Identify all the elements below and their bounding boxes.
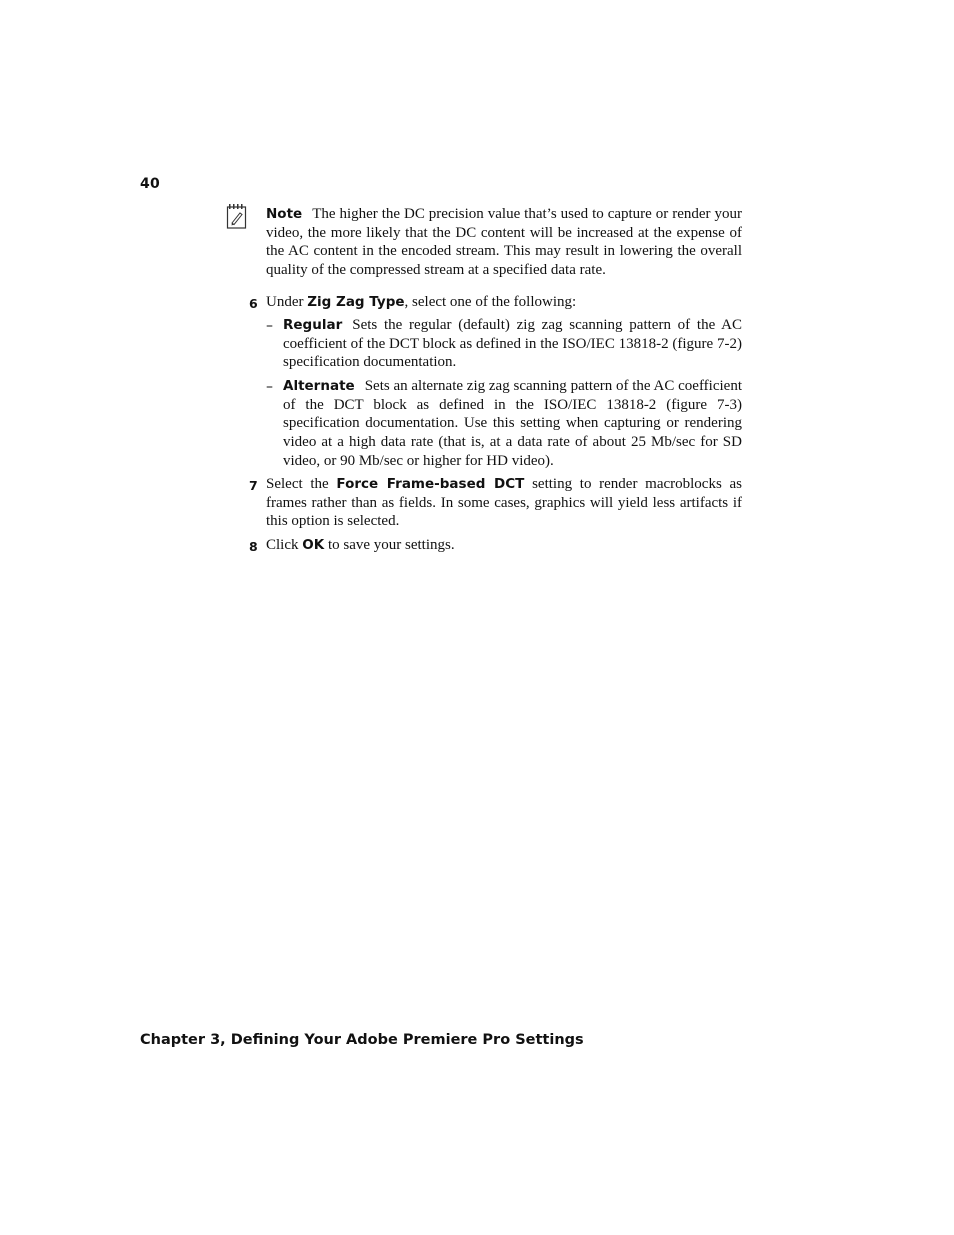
note-paragraph [266, 205, 742, 280]
zig-zag-type-label: Zig Zag Type [307, 294, 405, 310]
regular-label: Regular [283, 317, 343, 333]
step-8-text [266, 536, 742, 555]
step-7-suffix: setting to render macroblocks as frames rather than as fields. In some cases, graphics will yield less artifacts if this option is selected. [266, 476, 742, 530]
footer-chapter-title: Chapter 3, Defining Your Adobe Premiere Pro Settings [140, 1032, 584, 1048]
dash-marker: – [266, 318, 273, 334]
alternate-label: Alternate [283, 378, 355, 394]
dash-marker: – [266, 379, 273, 395]
page-number: 40 [140, 176, 160, 192]
force-frame-based-dct-label: Force Frame-based DCT [336, 476, 525, 492]
alternate-option-text [283, 377, 742, 471]
step-number-8: 8 [249, 539, 258, 554]
step-number-6: 6 [249, 296, 258, 311]
regular-option-text [283, 316, 742, 372]
note-icon [226, 203, 248, 230]
step-number-7: 7 [249, 478, 258, 493]
step-6-suffix: , select one of the following: [404, 294, 577, 310]
note-body: The higher the DC precision value that’s used to capture or render your video, the more likely that the DC content will be increased at the expense of the AC content in the encoded stream. This may result in lowering the overall quality of the compressed stream at a specified data rate. [266, 206, 742, 279]
alternate-description: Sets an alternate zig zag scanning pattern of the AC coefficient of the DCT block as defined in the ISO/IEC 13818-2 (figure 7-3) specification documentation. Use this setting when capturing or rendering video at a high data rate (that is, at a data rate of about 25 Mb/sec for SD video, or 90 Mb/sec or higher for HD video). [283, 378, 742, 469]
ok-label: OK [302, 537, 325, 553]
step-7-text [266, 475, 742, 531]
step-8-suffix: to save your settings. [324, 537, 455, 553]
step-6-prefix: Under [266, 294, 308, 310]
step-8-prefix: Click [266, 537, 303, 553]
step-6-text [266, 293, 742, 312]
regular-description: Sets the regular (default) zig zag scanning pattern of the AC coefficient of the DCT block as defined in the ISO/IEC 13818-2 (figure 7-2) specification documentation. [283, 317, 742, 371]
step-7-prefix: Select the [266, 476, 337, 492]
note-label: Note [266, 206, 303, 222]
